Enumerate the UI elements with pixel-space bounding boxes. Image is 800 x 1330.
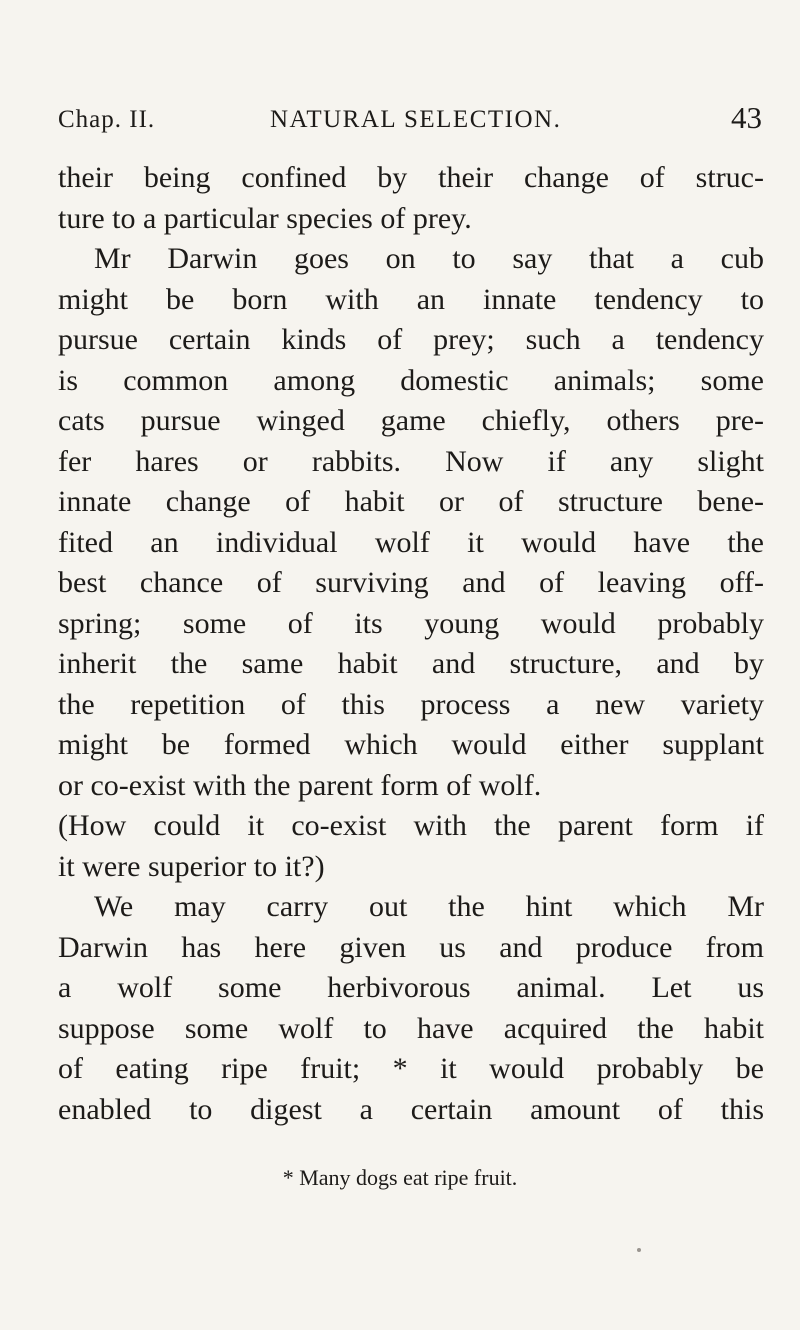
text-line: Mr Darwin goes on to say that a cub (94, 242, 764, 275)
page-number: 43 (731, 100, 762, 135)
text-line: spring; some of its young would probably (58, 606, 764, 640)
text-line: innate change of habit or of structure bene- (58, 485, 764, 518)
chapter-title: NATURAL SELECTION. (270, 106, 562, 133)
text-line: fited an individual wolf it would have the (58, 525, 764, 559)
text-line: might be formed which would either supplant (58, 728, 764, 761)
running-header (58, 100, 762, 146)
text-line: We may carry out the hint which Mr (94, 890, 764, 923)
text-line: of eating ripe fruit; * it would probably be (58, 1052, 764, 1085)
text-line: fer hares or rabbits. Now if any slight (58, 444, 764, 478)
body-text (58, 158, 764, 1130)
text-line: pursue certain kinds of prey; such a tendency (58, 323, 764, 356)
text-line: a wolf some herbivorous animal. Let us (58, 971, 764, 1004)
text-line: the repetition of this process a new variety (58, 687, 764, 721)
text-line: ture to a particular species of prey. (58, 201, 472, 235)
text-line: might be born with an innate tendency to (58, 282, 764, 316)
text-line: suppose some wolf to have acquired the habit (58, 1011, 764, 1045)
text-line: cats pursue winged game chiefly, others pre- (58, 404, 764, 437)
text-line: (How could it co-exist with the parent form if (58, 809, 764, 842)
footnote: * Many dogs eat ripe fruit. (282, 1165, 518, 1190)
text-line: or co-exist with the parent form of wolf. (58, 768, 542, 802)
chapter-label: Chap. II. (58, 106, 156, 133)
text-line: Darwin has here given us and produce from (58, 930, 764, 964)
text-line: enabled to digest a certain amount of this (58, 1092, 764, 1126)
text-line: is common among domestic animals; some (58, 363, 764, 397)
paper-speck (637, 1248, 641, 1252)
text-line: inherit the same habit and structure, and by (58, 647, 764, 680)
text-line: it were superior to it?) (58, 849, 325, 883)
text-line: their being confined by their change of struc- (58, 161, 764, 194)
text-line: best chance of surviving and of leaving off- (58, 566, 764, 599)
